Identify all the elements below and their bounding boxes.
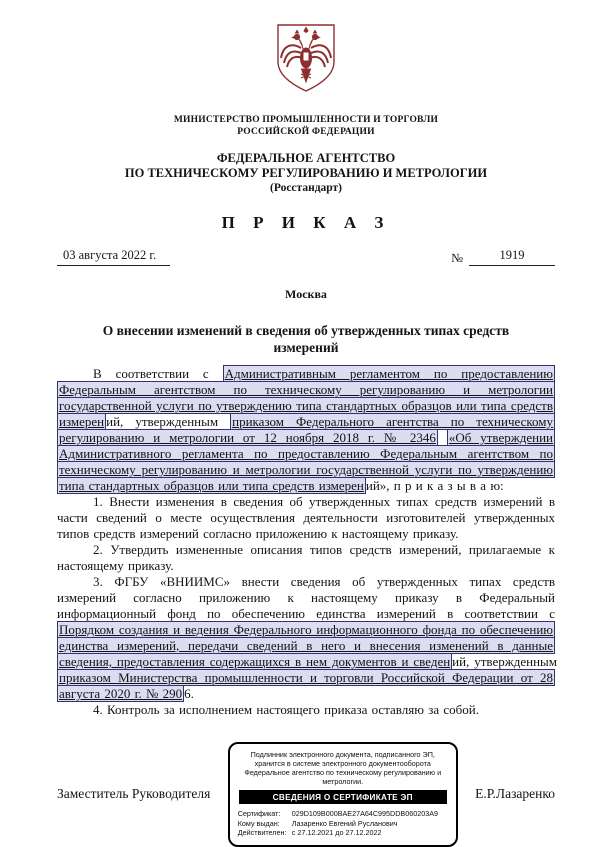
paragraph-text: 1. Внести изменения в сведения об утвержденных типах средств измерений в части сведений о месте осуществления деятельности изготовителей утвержденных типов средств измерений согласно приложению к настоящему приказу. bbox=[57, 494, 555, 541]
order-paragraph-item4 bbox=[57, 702, 555, 718]
link-annotation[interactable]: Административным регламентом по предоставлению Федеральным агентством по техническому регулированию и метрологии государственной услуги по утверждению типа стандартных образцов или типа средств измерен bbox=[59, 366, 553, 429]
paragraph-text: 2. Утвердить измененные описания типов средств измерений, прилагаемые к настоящему приказу. bbox=[57, 542, 555, 573]
link-annotation[interactable]: приказом Федерального агентства по техническому регулированию и метрологии от 12 ноября 2018 г. № 2346 bbox=[59, 414, 554, 445]
signer-name: Е.Р.Лазаренко bbox=[475, 786, 555, 802]
number-sign-label: № bbox=[451, 251, 463, 265]
double-headed-eagle-icon bbox=[271, 22, 341, 94]
paragraph-text: В соответствии с bbox=[93, 366, 223, 381]
paragraph-text: 3. ФГБУ «ВНИИМС» внести сведения об утвержденных типах средств измерений согласно приложению к настоящему приказу в Федеральный информационный фонд по обеспечению единства измерений в соответствии с bbox=[57, 574, 555, 621]
order-paragraph-item1 bbox=[57, 494, 555, 542]
agency-name-line2: ПО ТЕХНИЧЕСКОМУ РЕГУЛИРОВАНИЮ И МЕТРОЛОГИИ bbox=[124, 166, 488, 180]
ministry-name-line2: РОССИЙСКОЙ ФЕДЕРАЦИИ bbox=[237, 126, 375, 137]
paragraph-text: 4. Контроль за исполнением настоящего приказа оставляю за собой. bbox=[93, 702, 479, 717]
signer-position: Заместитель Руководителя bbox=[57, 786, 211, 802]
signature-row bbox=[57, 742, 555, 847]
agency-short-name: (Росстандарт) bbox=[270, 182, 342, 194]
order-title: О внесении изменений в сведения об утвержденных типах средств измерений bbox=[102, 323, 510, 355]
order-body bbox=[57, 366, 555, 738]
link-annotation[interactable]: «Об утверждении Административного регламента по предоставлению Федеральным агентством по техническому регулированию и метрологии государственной услуги по утверждению типа стандартных образцов или типа средств измерен bbox=[59, 430, 553, 493]
ministry-name-line1: МИНИСТЕРСТВО ПРОМЫШЛЕННОСТИ И ТОРГОВЛИ bbox=[173, 115, 439, 125]
paragraph-text: ий, утвержденным bbox=[452, 654, 557, 669]
coat-of-arms-emblem bbox=[271, 22, 341, 99]
owner-value: Лазаренко Евгений Русланович bbox=[291, 818, 398, 828]
order-date: 03 августа 2022 г. bbox=[57, 248, 170, 266]
order-paragraph-item2 bbox=[57, 542, 555, 574]
paragraph-text: ий, утвержденным bbox=[106, 414, 231, 429]
paragraph-text: ий», п р и к а з ы в а ю: bbox=[365, 478, 504, 493]
paragraph-text bbox=[438, 430, 447, 445]
stamp-notice-text: Подлинник электронного документа, подписанного ЭП, хранится в системе электронного документооборота Федеральное агентство по техническому регулированию и метрологии. bbox=[244, 750, 442, 786]
link-annotation[interactable]: приказом Министерства промышленности и торговли Российской Федерации от 28 августа 2020 г. № 290 bbox=[59, 670, 553, 701]
document-header bbox=[57, 22, 555, 233]
owner-label: Кому выдан: bbox=[237, 818, 280, 828]
order-paragraph-item3 bbox=[57, 574, 555, 702]
certificate-label: Сертификат: bbox=[237, 809, 281, 818]
date-number-row bbox=[57, 248, 555, 266]
link-annotation[interactable]: Порядком создания и ведения Федерального информационного фонда по обеспечению единства измерений, передачи сведений в него и внесения изменений в данные сведения, предоставления содержащихся в нем документов и сведен bbox=[59, 622, 553, 669]
document-type-heading: П Р И К А З bbox=[221, 213, 391, 232]
order-number: 1919 bbox=[469, 248, 555, 266]
agency-name-line1: ФЕДЕРАЛЬНОЕ АГЕНТСТВО bbox=[216, 151, 396, 165]
digital-signature-stamp bbox=[228, 742, 458, 847]
certificate-owner-row bbox=[238, 819, 448, 829]
validity-label: Действителен: bbox=[237, 828, 287, 838]
paragraph-text: 6. bbox=[184, 686, 194, 701]
order-paragraph-intro bbox=[57, 366, 555, 494]
validity-value: с 27.12.2021 до 27.12.2022 bbox=[291, 828, 382, 838]
order-number-group bbox=[451, 248, 555, 266]
certificate-info-banner: СВЕДЕНИЯ О СЕРТИФИКАТЕ ЭП bbox=[239, 790, 447, 804]
city-label: Москва bbox=[285, 287, 327, 301]
certificate-validity-row bbox=[238, 828, 448, 838]
certificate-number-row bbox=[238, 809, 448, 819]
certificate-value: 029D109B000BAE27A64C995DDB060203A9 bbox=[291, 809, 438, 818]
